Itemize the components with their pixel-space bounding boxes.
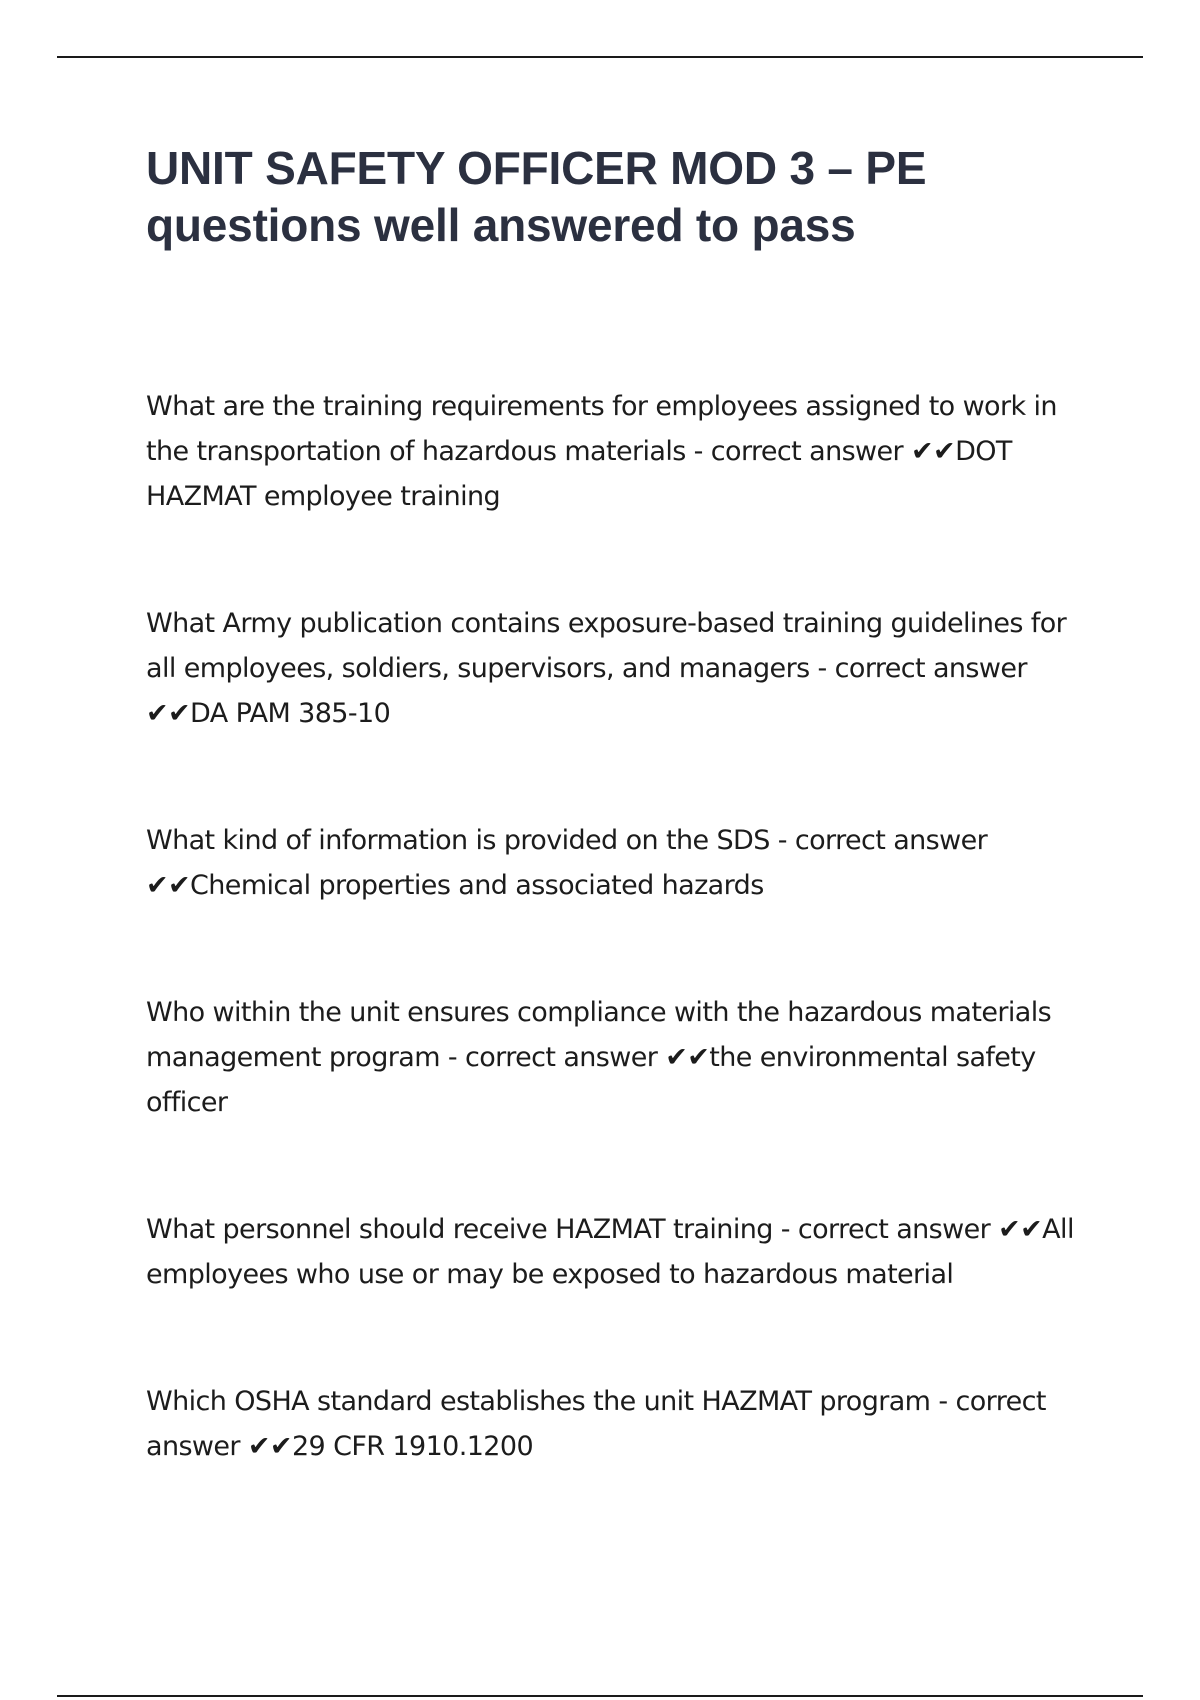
question-text: What are the training requirements for employees assigned to work in the transportation of hazardous materials — [146, 391, 1057, 467]
answer-text: All employees who use or may be exposed to hazardous material — [146, 1214, 1074, 1290]
document-title: UNIT SAFETY OFFICER MOD 3 – PE questions well answered to pass — [146, 142, 927, 251]
qa-item — [146, 1379, 1086, 1469]
answer-text: the environmental safety officer — [146, 1042, 1036, 1118]
question-text: What personnel should receive HAZMAT training — [146, 1214, 773, 1245]
question-text: Which OSHA standard establishes the unit HAZMAT program — [146, 1386, 931, 1417]
question-text: What kind of information is provided on the SDS — [146, 825, 770, 856]
qa-item — [146, 1207, 1086, 1297]
answer-text: DOT HAZMAT employee training — [146, 436, 1012, 512]
answer-text: Chemical properties and associated hazards — [190, 870, 764, 901]
answer-marker: correct answer — [146, 1386, 1046, 1462]
answer-marker: correct answer — [834, 653, 1027, 684]
qa-list — [146, 384, 1086, 1469]
bottom-rule — [57, 1695, 1143, 1697]
qa-item — [146, 601, 1086, 736]
checkmark-icon: ✔✔ — [911, 436, 956, 467]
separator: - — [809, 653, 835, 684]
answer-marker: correct answer — [710, 436, 904, 467]
checkmark-icon: ✔✔ — [146, 698, 191, 729]
separator: - — [772, 1214, 798, 1245]
qa-item — [146, 990, 1086, 1125]
question-text: What Army publication contains exposure-based training guidelines for all employees, soldiers, supervisors, and managers — [146, 608, 1067, 684]
qa-item — [146, 818, 1086, 908]
separator: - — [685, 436, 711, 467]
answer-marker: correct answer — [465, 1042, 658, 1073]
checkmark-icon: ✔✔ — [665, 1042, 710, 1073]
answer-text: 29 CFR 1910.1200 — [291, 1431, 534, 1462]
separator: - — [769, 825, 795, 856]
qa-item — [146, 384, 1086, 519]
separator: - — [930, 1386, 956, 1417]
answer-marker: correct answer — [797, 1214, 991, 1245]
checkmark-icon: ✔✔ — [146, 870, 191, 901]
checkmark-icon: ✔✔ — [998, 1214, 1043, 1245]
top-rule — [57, 56, 1143, 58]
answer-marker: correct answer — [794, 825, 988, 856]
answer-text: DA PAM 385-10 — [190, 698, 391, 729]
separator: - — [439, 1042, 466, 1073]
document-body — [146, 140, 1086, 1551]
question-text: Who within the unit ensures compliance with the hazardous materials management program — [146, 997, 1052, 1073]
checkmark-icon: ✔✔ — [247, 1431, 292, 1462]
